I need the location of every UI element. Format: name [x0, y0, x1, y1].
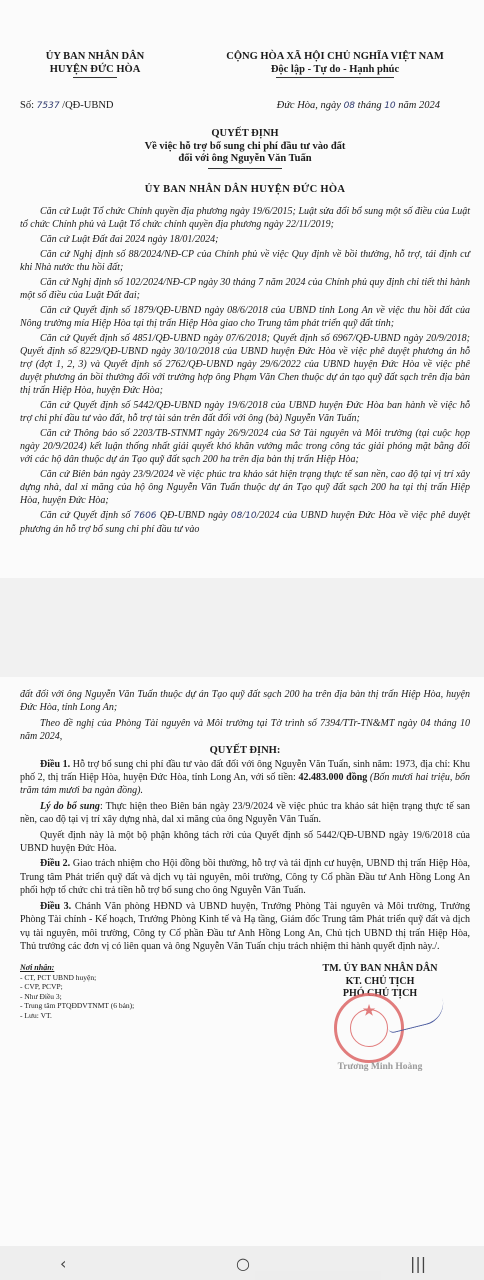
decision-subject-line-2: đối với ông Nguyễn Văn Tuấn	[178, 153, 312, 164]
reason-text: : Thực hiện theo Biên bản ngày 23/9/2024 về việc phúc tra khảo sát hiện trạng thực tế san nền, cao độ tại vị trí xây dựng nhà, dal xi măng của ông Nguyễn Văn Tuấn.	[20, 800, 470, 826]
recents-nav-icon[interactable]: |||	[410, 1254, 427, 1273]
home-nav-icon[interactable]: ○	[236, 1254, 250, 1273]
basis-10-number: 7606	[133, 510, 157, 521]
article-1-amount: 42.483.000 đồng	[298, 772, 368, 784]
national-title: CỘNG HÒA XÃ HỘI CHỦ NGHĨA VIỆT NAM	[226, 51, 444, 62]
date-prefix: Đức Hòa, ngày	[276, 100, 344, 111]
date-month: 10	[384, 101, 396, 111]
legal-basis-4: Căn cứ Nghị định số 102/2024/NĐ-CP ngày 30 tháng 7 năm 2024 của Chính phủ quy định chi tiết thi hành một số điều của Luật Đất đai;	[20, 276, 470, 301]
basis-10-rest: /2024 của UBND huyện Đức Hòa về việc phê duyệt phương án hỗ trợ bổ sung chi phí đầu tư vào	[20, 509, 470, 535]
basis-continuation: đất đối với ông Nguyễn Văn Tuấn thuộc dự án Tạo quỹ đất sạch 200 ha trên địa bàn thị trấn Hiệp Hòa, huyện Đức Hòa, tỉnh Long An;	[20, 689, 470, 714]
decision-subject-line-1: Về việc hỗ trợ bổ sung chi phí đầu tư vào đất	[144, 140, 346, 152]
article-2	[20, 857, 470, 897]
recipient-item: - CT, PCT UBND huyện;	[20, 972, 97, 982]
integral-clause: Quyết định này là một bộ phận không tách rời của Quyết định số 5442/QĐ-UBND ngày 19/6/2018 của UBND huyện Đức Hòa.	[20, 829, 470, 855]
legal-basis-2: Căn cứ Luật Đất đai 2024 ngày 18/01/2024;	[40, 233, 219, 245]
legal-basis-9: Căn cứ Biên bản ngày 23/9/2024 về việc phúc tra khảo sát hiện trạng thực tế san nền, cao độ tại vị trí xây dựng nhà, dal xi măng của hộ ông Nguyễn Văn Tuấn thuộc dự án Tạo quỹ đất sạch 200 ha tại thị trấn Hiệp Hòa, huyện Đức Hòa;	[20, 468, 470, 506]
legal-basis-8: Căn cứ Thông báo số 2203/TB-STNMT ngày 26/9/2024 của Sở Tài nguyên và Môi trường (tại cuộc họp ngày 20/9/2024) kết luận thống nhất giải quyết khó khăn vướng mắc trong công tác giải phóng mặt bằng đối với các hộ dân thuộc dự án Tạo quỹ đất sạch 200 ha trên địa bàn thị trấn Hiệp Hòa;	[20, 427, 470, 465]
document-date	[277, 100, 440, 111]
basis-10-start: Căn cứ Quyết định số	[40, 509, 134, 521]
back-nav-icon[interactable]: ‹	[60, 1254, 67, 1273]
doc-number-prefix: Số:	[20, 100, 37, 111]
seal-star-icon: ★	[362, 1004, 376, 1020]
proposal-text: Theo đề nghị của Phòng Tài nguyên và Môi trường tại Tờ trình số 7394/TTr-TN&MT ngày 04 tháng 10 năm 2024,	[20, 717, 470, 743]
date-day: 08	[343, 101, 356, 111]
signature-line-3: PHÓ CHỦ TỊCH	[342, 988, 418, 1000]
title-underline	[208, 168, 282, 169]
issuer-line-2: HUYỆN ĐỨC HÒA	[49, 64, 141, 75]
recipient-item: - Lưu: VT.	[20, 1010, 52, 1020]
doc-number-handwritten: 7537	[36, 101, 60, 111]
basis-10-month: 10	[245, 510, 257, 521]
system-navigation-bar	[0, 1246, 484, 1280]
reason-label: Lý do bổ sung	[40, 800, 100, 812]
signature-line-2: KT. CHỦ TỊCH	[345, 975, 415, 987]
article-3-text: Chánh Văn phòng HĐND và UBND huyện, Trưởng Phòng Tài nguyên và Môi trường, Trưởng Phòng Tài chính - Kế hoạch, Trưởng Phòng Kinh tế và Hạ tầng, Giám đốc Trung tâm Phát triển quỹ đất và dịch vụ tài nguyên, môi trường, Công ty Cổ phần Đầu tư Anh Hồng Long An, Chủ tịch UBND thị trấn Hiệp Hòa, Thủ trưởng các đơn vị có liên quan và ông Nguyễn Văn Tuấn chịu trách nhiệm thi hành quyết định này./.	[20, 900, 471, 952]
reason	[20, 800, 470, 827]
signer-name: Trương Minh Hoàng	[337, 1062, 423, 1073]
article-3-label: Điều 3.	[40, 900, 72, 912]
document-number	[20, 100, 114, 111]
document-header	[20, 50, 470, 78]
article-1	[20, 758, 470, 798]
article-1-amount-words: (Bốn mươi hai triệu, bốn trăm tám mươi ba ngàn đồng).	[20, 772, 470, 797]
legal-basis-7: Căn cứ Quyết định số 5442/QĐ-UBND ngày 19/6/2018 của UBND huyện Đức Hòa ban hành về việc hỗ trợ chi phí đầu tư vào đất, hỗ trợ tài sản trên đất đối với ông (bà) Nguyễn Văn Tuấn;	[20, 399, 470, 424]
legal-basis-3: Căn cứ Nghị định số 88/2024/NĐ-CP của Chính phủ về việc Quy định về bồi thường, hỗ trợ, tái định cư khi Nhà nước thu hồi đất;	[20, 248, 470, 273]
article-2-text: Giao trách nhiệm cho Hội đồng bồi thường, hỗ trợ và tái định cư huyện, UBND thị trấn Hiệp Hòa, Trung tâm Phát triển quỹ đất và dịch vụ tài nguyên, môi trường, Công ty Cổ phần Đầu tư Anh Hồng Long An phối hợp tổ chức chi trả tiền hỗ trợ bổ sung cho ông Nguyễn Văn Tuấn.	[20, 858, 470, 897]
legal-bases	[20, 205, 470, 536]
page-gap	[0, 578, 484, 677]
motto-underline	[276, 77, 394, 78]
issuer-underline	[73, 77, 117, 78]
signature-line-1: TM. ỦY BAN NHÂN DÂN	[322, 963, 438, 975]
basis-10-sep: /	[242, 509, 246, 521]
decides-heading: QUYẾT ĐỊNH:	[209, 744, 281, 756]
basis-10-mid: QĐ-UBND ngày	[156, 509, 231, 521]
document-page-1	[0, 0, 484, 578]
issuer-block	[20, 50, 170, 78]
article-1-label: Điều 1.	[40, 758, 71, 770]
recipients-block	[20, 963, 240, 1020]
recipient-item: - CVP, PCVP;	[20, 982, 63, 992]
legal-basis-6: Căn cứ Quyết định số 4851/QĐ-UBND ngày 07/6/2018; Quyết định số 6967/QĐ-UBND ngày 20/9/2018; Quyết định số 8229/QĐ-UBND ngày 30/10/2018 của UBND huyện Đức Hòa về việc phê duyệt phương án hỗ trợ (đợt 1, 2, 3) và Quyết định số 2762/QĐ-UBND ngày 29/6/2022 của UBND huyện Đức Hòa về việc phê duyệt phương án bồi thường đối với trường hợp ông Phạm Văn Chen thuộc dự án tạo quỹ đất sạch trên địa bàn thị trấn Hiệp Hòa, huyện Đức Hòa;	[20, 332, 470, 396]
council-name: ỦY BAN NHÂN DÂN HUYỆN ĐỨC HÒA	[144, 183, 346, 195]
date-year: năm 2024	[395, 100, 440, 111]
signature-block	[290, 963, 470, 1073]
basis-10-day: 08	[230, 510, 243, 521]
article-1-text: Hỗ trợ bổ sung chi phí đầu tư vào đất đối với ông Nguyễn Văn Tuấn, sinh năm: 1973, địa chỉ: Khu phố 2, thị trấn Hiệp Hòa, huyện Đức Hòa, tỉnh Long An, với số tiền:	[20, 758, 470, 784]
decision-title: QUYẾT ĐỊNH	[211, 128, 279, 139]
recipient-item: - Như Điều 3;	[20, 991, 62, 1001]
document-footer	[20, 963, 470, 1073]
recipient-item: - Trung tâm PTQĐDVTNMT (6 bản);	[20, 1001, 135, 1011]
national-motto-block	[200, 50, 470, 78]
legal-basis-5: Căn cứ Quyết định số 1879/QĐ-UBND ngày 08/6/2018 của UBND tỉnh Long An về việc thu hồi đất của Nông trường mía Hiệp Hòa tại thị trấn Hiệp Hòa giao cho Trung tâm phát triển quỹ đất tỉnh;	[20, 304, 470, 329]
document-page-2	[0, 677, 484, 1280]
recipients-title: Nơi nhận:	[20, 963, 55, 973]
number-date-row	[20, 100, 470, 111]
article-3	[20, 900, 470, 954]
doc-number-suffix: /QĐ-UBND	[59, 100, 114, 111]
date-month-label: tháng	[355, 100, 385, 111]
issuer-line-1: ỦY BAN NHÂN DÂN	[45, 51, 145, 62]
article-2-label: Điều 2.	[40, 858, 71, 870]
legal-basis-1: Căn cứ Luật Tổ chức Chính quyền địa phương ngày 19/6/2015; Luật sửa đổi bổ sung một số điều của Luật tổ chức Chính phủ và Luật Tổ chức chính quyền địa phương ngày 22/11/2019;	[20, 205, 470, 230]
legal-basis-10	[20, 509, 470, 536]
national-motto: Độc lập - Tự do - Hạnh phúc	[270, 64, 400, 75]
